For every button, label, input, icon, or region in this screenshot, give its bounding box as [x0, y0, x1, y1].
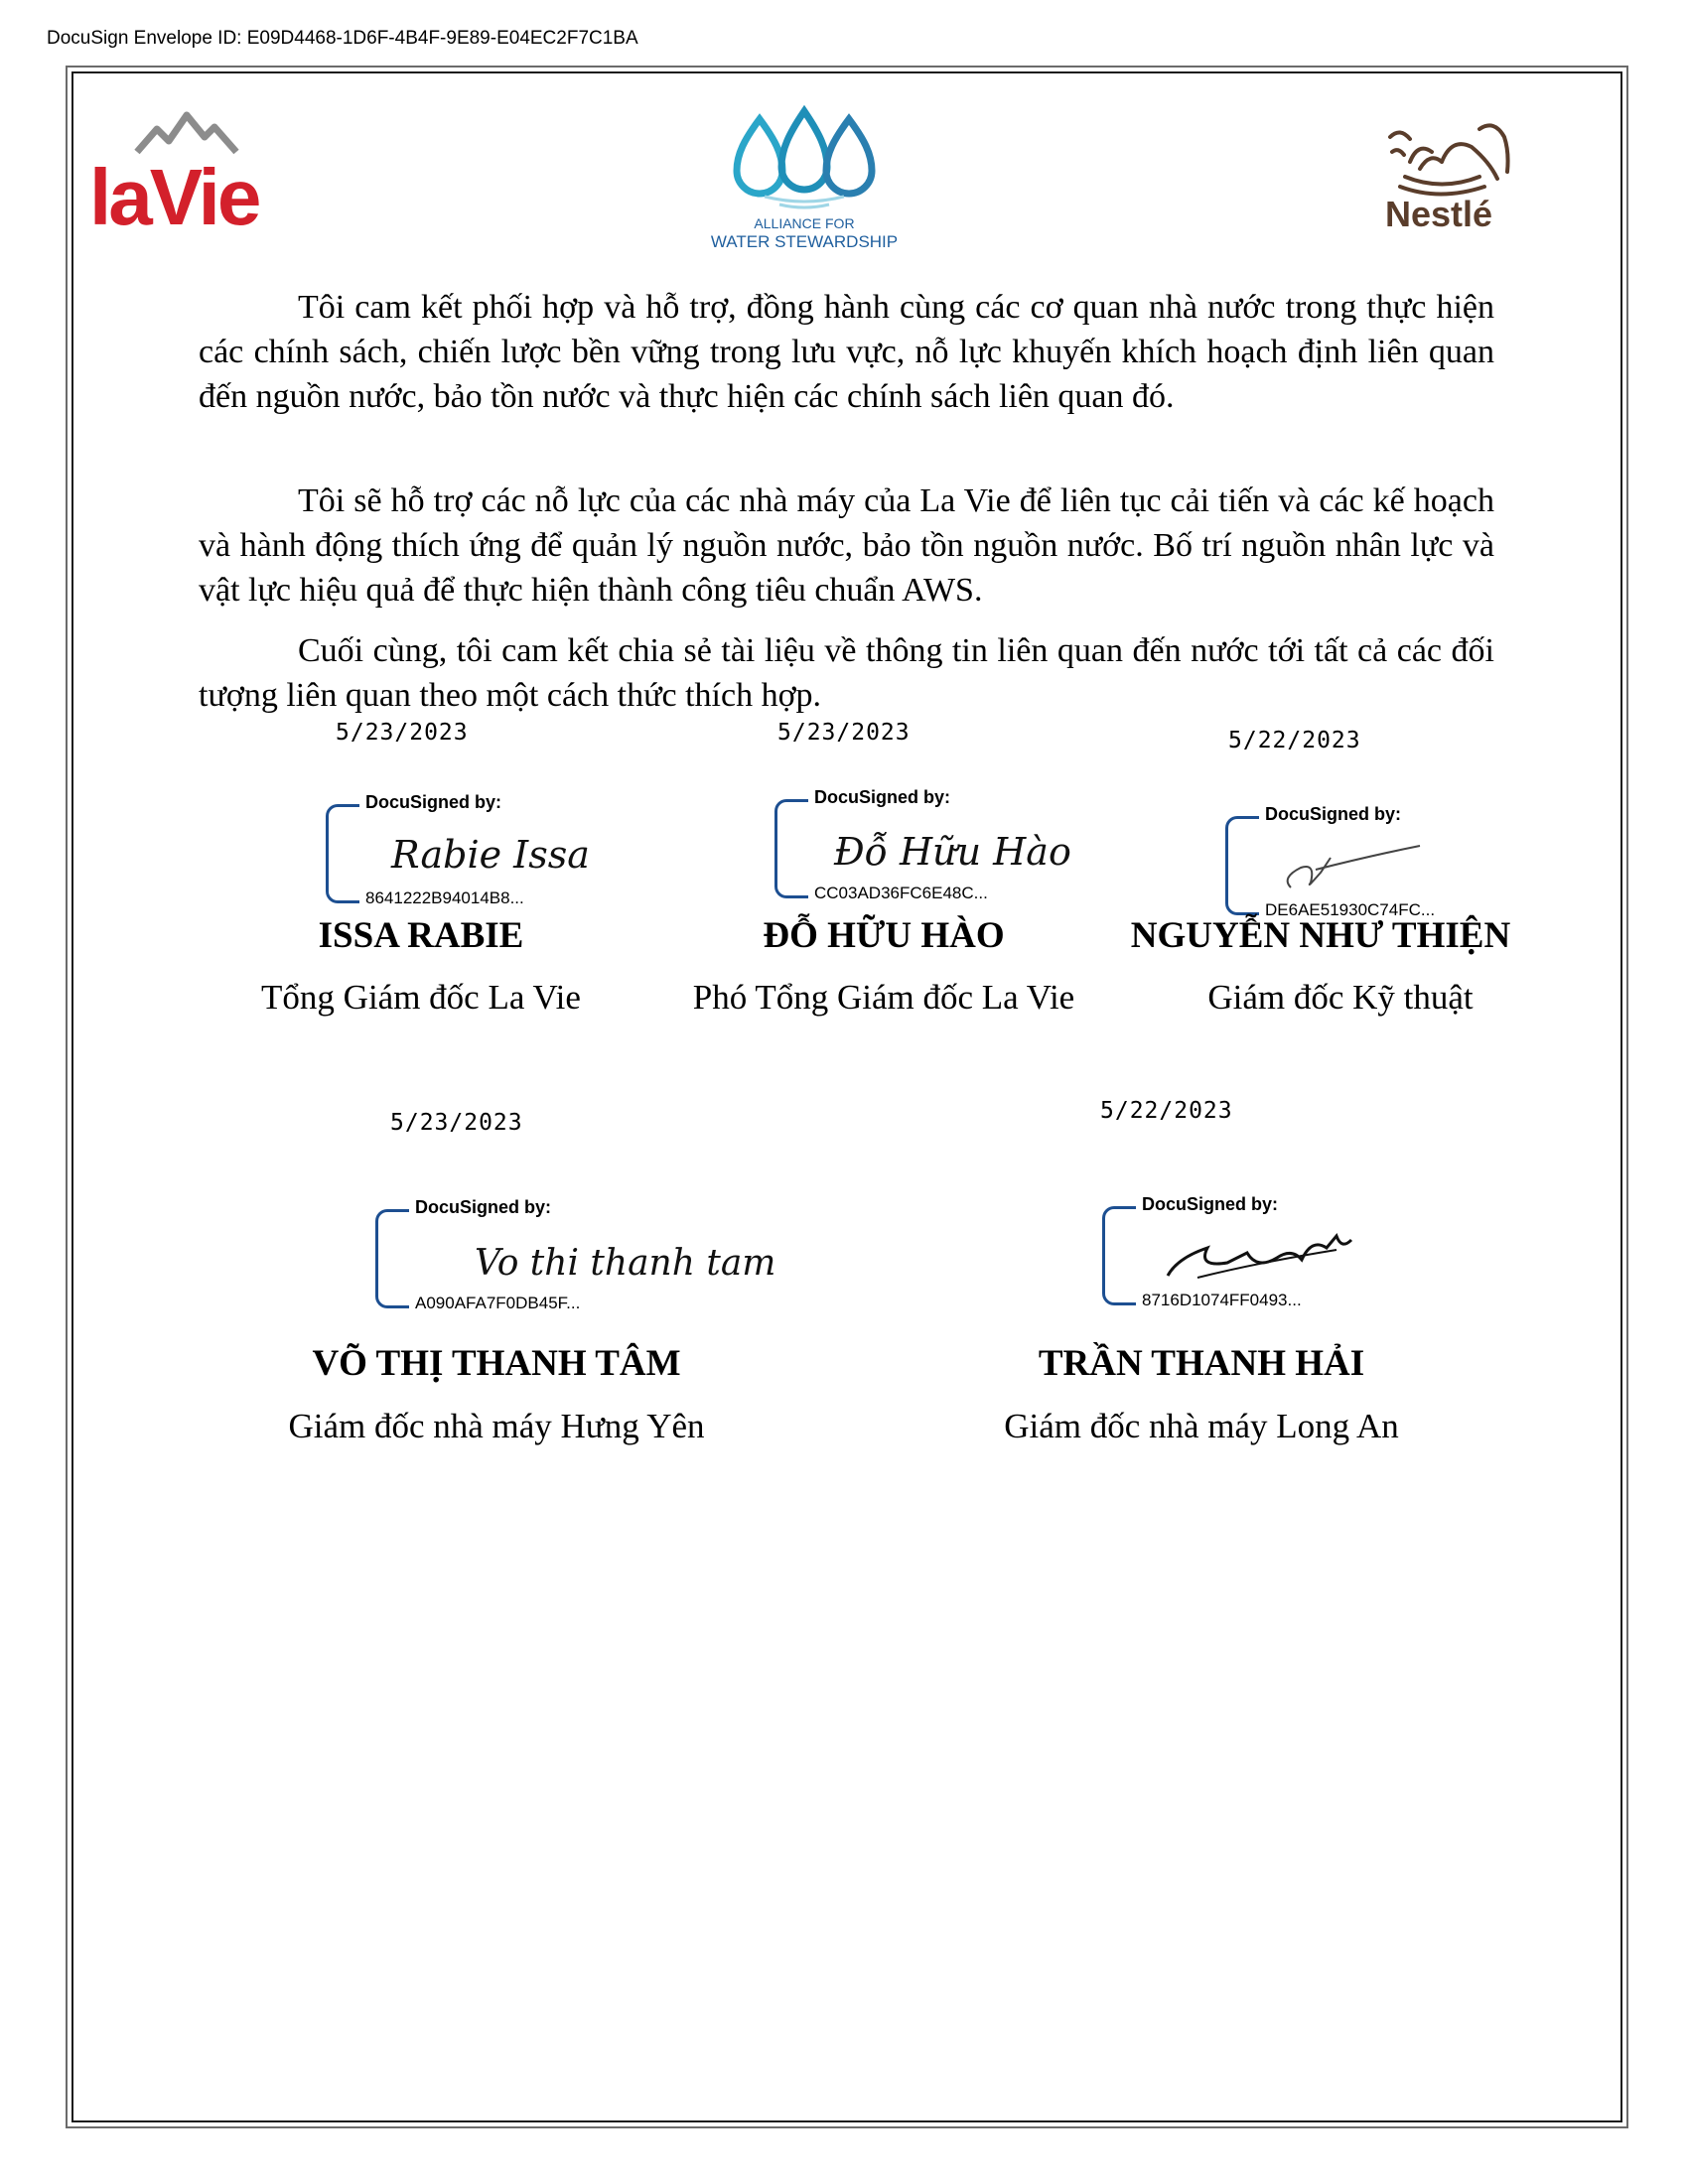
signer-1-title: Tổng Giám đốc La Vie: [261, 978, 581, 1017]
docusign-label: DocuSigned by:: [1142, 1194, 1279, 1214]
signer-4-date: 5/23/2023: [390, 1110, 523, 1136]
signer-2-name: ĐỖ HỮU HÀO: [763, 915, 1005, 956]
signer-2-date: 5/23/2023: [777, 720, 911, 746]
lavie-logo-text: laVie: [89, 153, 259, 231]
signer-3-title: Giám đốc Kỹ thuật: [1207, 978, 1474, 1017]
signer-1-docusign-box: [326, 792, 590, 907]
docusign-label: DocuSigned by:: [1265, 804, 1402, 824]
nestle-logo-text: Nestlé: [1385, 194, 1493, 234]
lavie-mountain-icon: [87, 107, 286, 231]
signer-5-signature: [1138, 1218, 1436, 1288]
aws-logo-line2: WATER STEWARDSHIP: [710, 232, 899, 251]
docusign-label: DocuSigned by:: [365, 792, 502, 812]
paragraph-3: Cuối cùng, tôi cam kết chia sẻ tài liệu về thông tin liên quan đến nước tới tất cả các đối tượng liên quan theo một cách thức thích hợp.: [199, 632, 1494, 714]
signer-4-signature-id: A090AFA7F0DB45F...: [415, 1294, 581, 1312]
signer-3-signature-id: DE6AE51930C74FC...: [1265, 900, 1436, 919]
signer-4-signature: [411, 1221, 788, 1291]
signer-1-name: ISSA RABIE: [318, 915, 524, 956]
signer-3-name: NGUYỄN NHƯ THIỆN: [1130, 915, 1511, 956]
aws-logo-line1: ALLIANCE FOR: [754, 215, 855, 231]
signer-1-signature: [361, 816, 659, 886]
svg-text:Rabie Issa: Rabie Issa: [391, 833, 590, 877]
paragraph-2: Tôi sẽ hỗ trợ các nỗ lực của các nhà máy của La Vie để liên tục cải tiến và các kế hoạch và hành động thích ứng để quản lý nguồn nước, bảo tồn nguồn nước. Bố trí nguồn nhân lực và vật lực hiệu quả để thực hiện thành công tiêu chuẩn AWS.: [199, 482, 1494, 609]
signer-3-signature: [1261, 828, 1559, 897]
signer-4-docusign-box: [375, 1197, 776, 1312]
signer-2-docusign-box: [774, 787, 1071, 902]
signer-2-title: Phó Tổng Giám đốc La Vie: [692, 978, 1075, 1017]
signer-1-date: 5/23/2023: [336, 720, 469, 746]
signer-3-docusign-box: [1225, 804, 1464, 919]
signer-1-signature-id: 8641222B94014B8...: [365, 888, 524, 907]
signer-4-title: Giám đốc nhà máy Hưng Yên: [288, 1407, 705, 1445]
aws-logo: [705, 99, 904, 258]
signer-5-name: TRẦN THANH HẢI: [1038, 1343, 1365, 1384]
signer-5-date: 5/22/2023: [1100, 1098, 1233, 1124]
nest-birds-icon: [1390, 125, 1508, 194]
signer-5-signature-id: 8716D1074FF0493...: [1142, 1291, 1302, 1309]
lavie-logo: [87, 107, 286, 231]
svg-text:Vo thi thanh tam: Vo thi thanh tam: [475, 1243, 776, 1284]
docusign-envelope-id: DocuSign Envelope ID: E09D4468-1D6F-4B4F-9E89-E04EC2F7C1BA: [47, 28, 638, 49]
water-drops-icon: [737, 111, 872, 207]
signer-4-name: VÕ THỊ THANH TÂM: [312, 1343, 681, 1384]
signer-5-docusign-box: [1102, 1194, 1340, 1309]
docusign-label: DocuSigned by:: [415, 1197, 552, 1217]
nestle-logo: [1380, 107, 1529, 236]
svg-text:Đỗ Hữu Hào: Đỗ Hữu Hào: [834, 830, 1071, 874]
signer-2-signature-id: CC03AD36FC6E48C...: [814, 884, 988, 902]
docusign-label: DocuSigned by:: [814, 787, 951, 807]
signer-3-date: 5/22/2023: [1228, 728, 1361, 753]
signer-5-title: Giám đốc nhà máy Long An: [1004, 1407, 1399, 1445]
signer-2-signature: [810, 811, 1108, 881]
paragraph-1: Tôi cam kết phối hợp và hỗ trợ, đồng hành cùng các cơ quan nhà nước trong thực hiện các chính sách, chiến lược bền vững trong lưu vực, nỗ lực khuyến khích hoạch định liên quan đến nguồn nước, bảo tồn nước và thực hiện các chính sách liên quan đó.: [199, 289, 1494, 415]
